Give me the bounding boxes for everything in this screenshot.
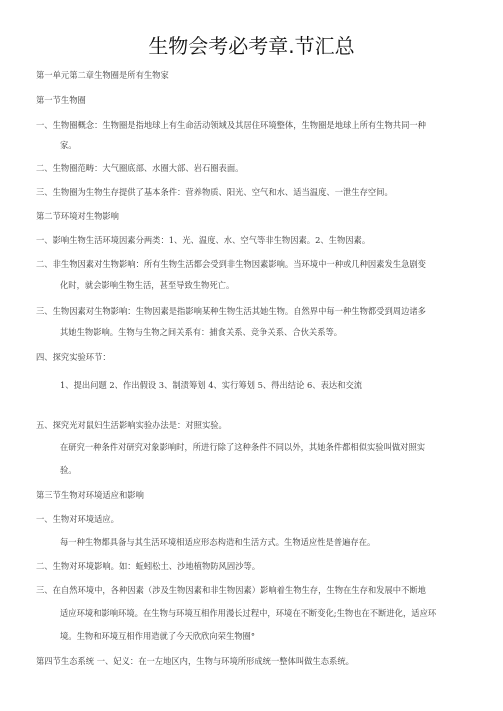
paragraph-line: 境。生物和环境互相作用造就了今天欣欣向荣生物圈° [60, 631, 255, 641]
paragraph-line: 三、在自然环境中，各种因素（涉及生物因素和非生物因素）影响着生物生存，生物在生存和发展中不断地 [36, 585, 426, 595]
paragraph-line: 二、生物圈范畴：大气圈底部、水圈大部、岩石圈表面。 [36, 163, 244, 173]
paragraph-line: 一、生物圈概念：生物圈是指地球上有生命活动领域及其居住环境整体，生物圈是地球上所有生物共同一种 [36, 120, 426, 130]
paragraph-line: 适应环境和影响环境。在生物与环境互相作用漫长过程中，环境在不断变化;生物也在不断进化，适应环 [60, 608, 437, 618]
page-title: 生物会考必考章.节汇总 [148, 34, 355, 58]
section-heading: 第一节生物圈 [36, 95, 86, 105]
paragraph-line: 四、探究实验环节： [36, 352, 111, 362]
section-heading: 第二节环境对生物影响 [36, 211, 119, 221]
paragraph-line: 二、生物对环境影响。如：蚯蚓松土、沙地植物防风固沙等。 [36, 561, 261, 571]
paragraph-line: 三、生物圈为生物生存提供了基本条件：营养物质、阳光、空气和水、适当温度、一泄生存空间。 [36, 187, 393, 197]
paragraph-line: 三、生物因素对生物影响：生物因素是指影响某种生物生活其她生物。自然界中每一种生物都受到周边诸多 [36, 306, 426, 316]
paragraph-line: 二、非生物因素对生物影响：所有生物生活都会受到非生物因素影响。当环境中一种或几种因素发生急剧变 [36, 259, 426, 269]
paragraph-line: 其她生物影响。生物与生物之间关系有：捕食关系、竞争关系、合伙关系等。 [60, 327, 343, 337]
paragraph-line: 五、探究光对鼠妇生活影响实验办法是：对照实验。 [36, 420, 227, 430]
section-heading: 第四节生态系统 一、妃义：在一左地区内，生物与环境所形成统一整体叫做生态系统。 [36, 656, 354, 666]
paragraph-line: 1、提出问题 2、作出假设 3、制渍筹划 4、实行筹划 5、得出结论 6、表达和交流 [60, 380, 363, 390]
unit-heading: 第一单元第二章生物圈是所有生物家 [36, 70, 169, 80]
paragraph-line: 每一种生物都具备与其生活环境相适应形态构造和生活方式。生物适应性是普遍存在。 [60, 537, 376, 547]
paragraph-line: 一、影响生物生活环境因素分两类：1、光、温度、水、空气等非生物因素。2、生物因素。 [36, 235, 371, 245]
paragraph-line: 化时，就会影响生物生活，甚至导致生物死亡。 [60, 280, 235, 290]
paragraph-line: 验。 [60, 465, 77, 475]
paragraph-line: 一、生物对环境适应。 [36, 514, 119, 524]
paragraph-line: 家。 [60, 140, 77, 150]
section-heading: 第三节生物对环境适应和影响 [36, 490, 144, 500]
paragraph-line: 在研究一种条件对研究对象影响时，所进行除了这种条件不同以外，其她条件都相似实验叫做对照实 [60, 442, 426, 452]
